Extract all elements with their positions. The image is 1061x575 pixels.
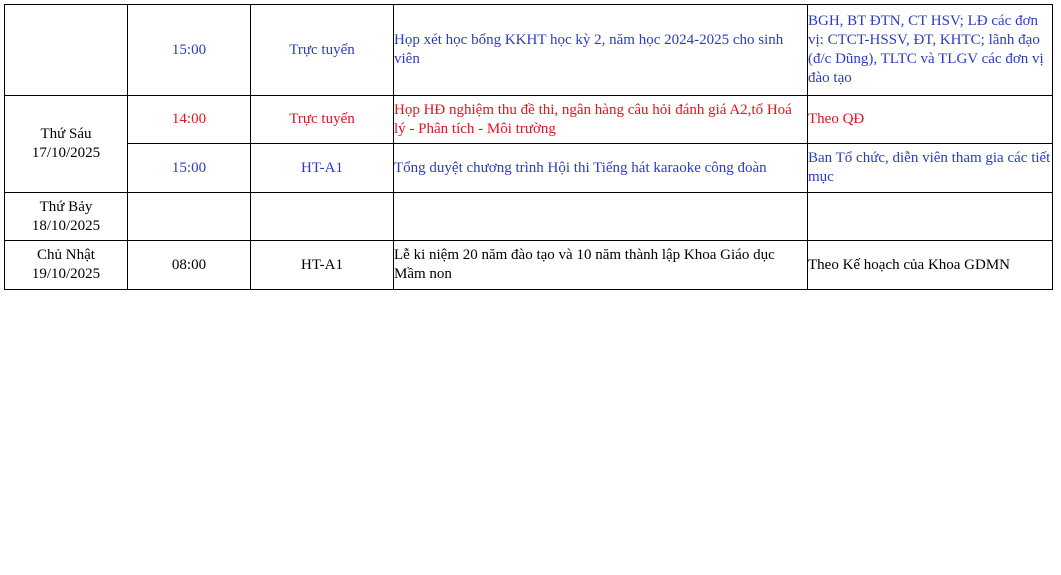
content-cell: Tổng duyệt chương trình Hội thi Tiếng hát karaoke công đoàn [394,144,808,193]
time-cell [128,193,251,241]
day-date: 17/10/2025 [31,145,101,161]
place-cell [251,193,394,241]
day-cell [5,241,128,290]
content-cell: Họp HĐ nghiệm thu đề thi, ngân hàng câu hỏi đánh giá A2,tổ Hoá lý - Phân tích - Môi trường [394,96,808,144]
time-cell: 15:00 [128,5,251,96]
participants-cell: Theo Kế hoạch của Khoa GDMN [808,241,1053,290]
day-name: Thứ Bảy [39,198,93,215]
table-row [5,5,1053,96]
participants-cell: Theo QĐ [808,96,1053,144]
table-row [5,241,1053,290]
table-row [5,193,1053,241]
place-cell: Trực tuyến [251,96,394,144]
place-cell: HT-A1 [251,241,394,290]
content-cell [394,193,808,241]
schedule-table [4,4,1053,290]
day-date: 18/10/2025 [31,217,101,234]
participants-cell [808,193,1053,241]
day-cell [5,5,128,96]
table-row [5,96,1053,144]
day-name: Chủ Nhật [37,247,95,263]
time-cell: 14:00 [128,96,251,144]
place-cell: HT-A1 [251,144,394,193]
time-cell: 08:00 [128,241,251,290]
day-cell [5,96,128,193]
participants-cell: Ban Tổ chức, diễn viên tham gia các tiết mục [808,144,1053,193]
day-name: Thứ Sáu [40,126,92,142]
day-cell [5,193,128,241]
content-cell: Họp xét học bổng KKHT học kỳ 2, năm học 2024-2025 cho sinh viên [394,5,808,96]
content-cell: Lễ ki niệm 20 năm đào tạo và 10 năm thành lập Khoa Giáo dục Mầm non [394,241,808,290]
participants-cell: BGH, BT ĐTN, CT HSV; LĐ các đơn vị: CTCT-HSSV, ĐT, KHTC; lãnh đạo (đ/c Dũng), TLTC và TLGV các đơn vị đào tạo [808,5,1053,96]
time-cell: 15:00 [128,144,251,193]
day-date: 19/10/2025 [31,266,101,282]
place-cell: Trực tuyến [251,5,394,96]
table-row [5,144,1053,193]
